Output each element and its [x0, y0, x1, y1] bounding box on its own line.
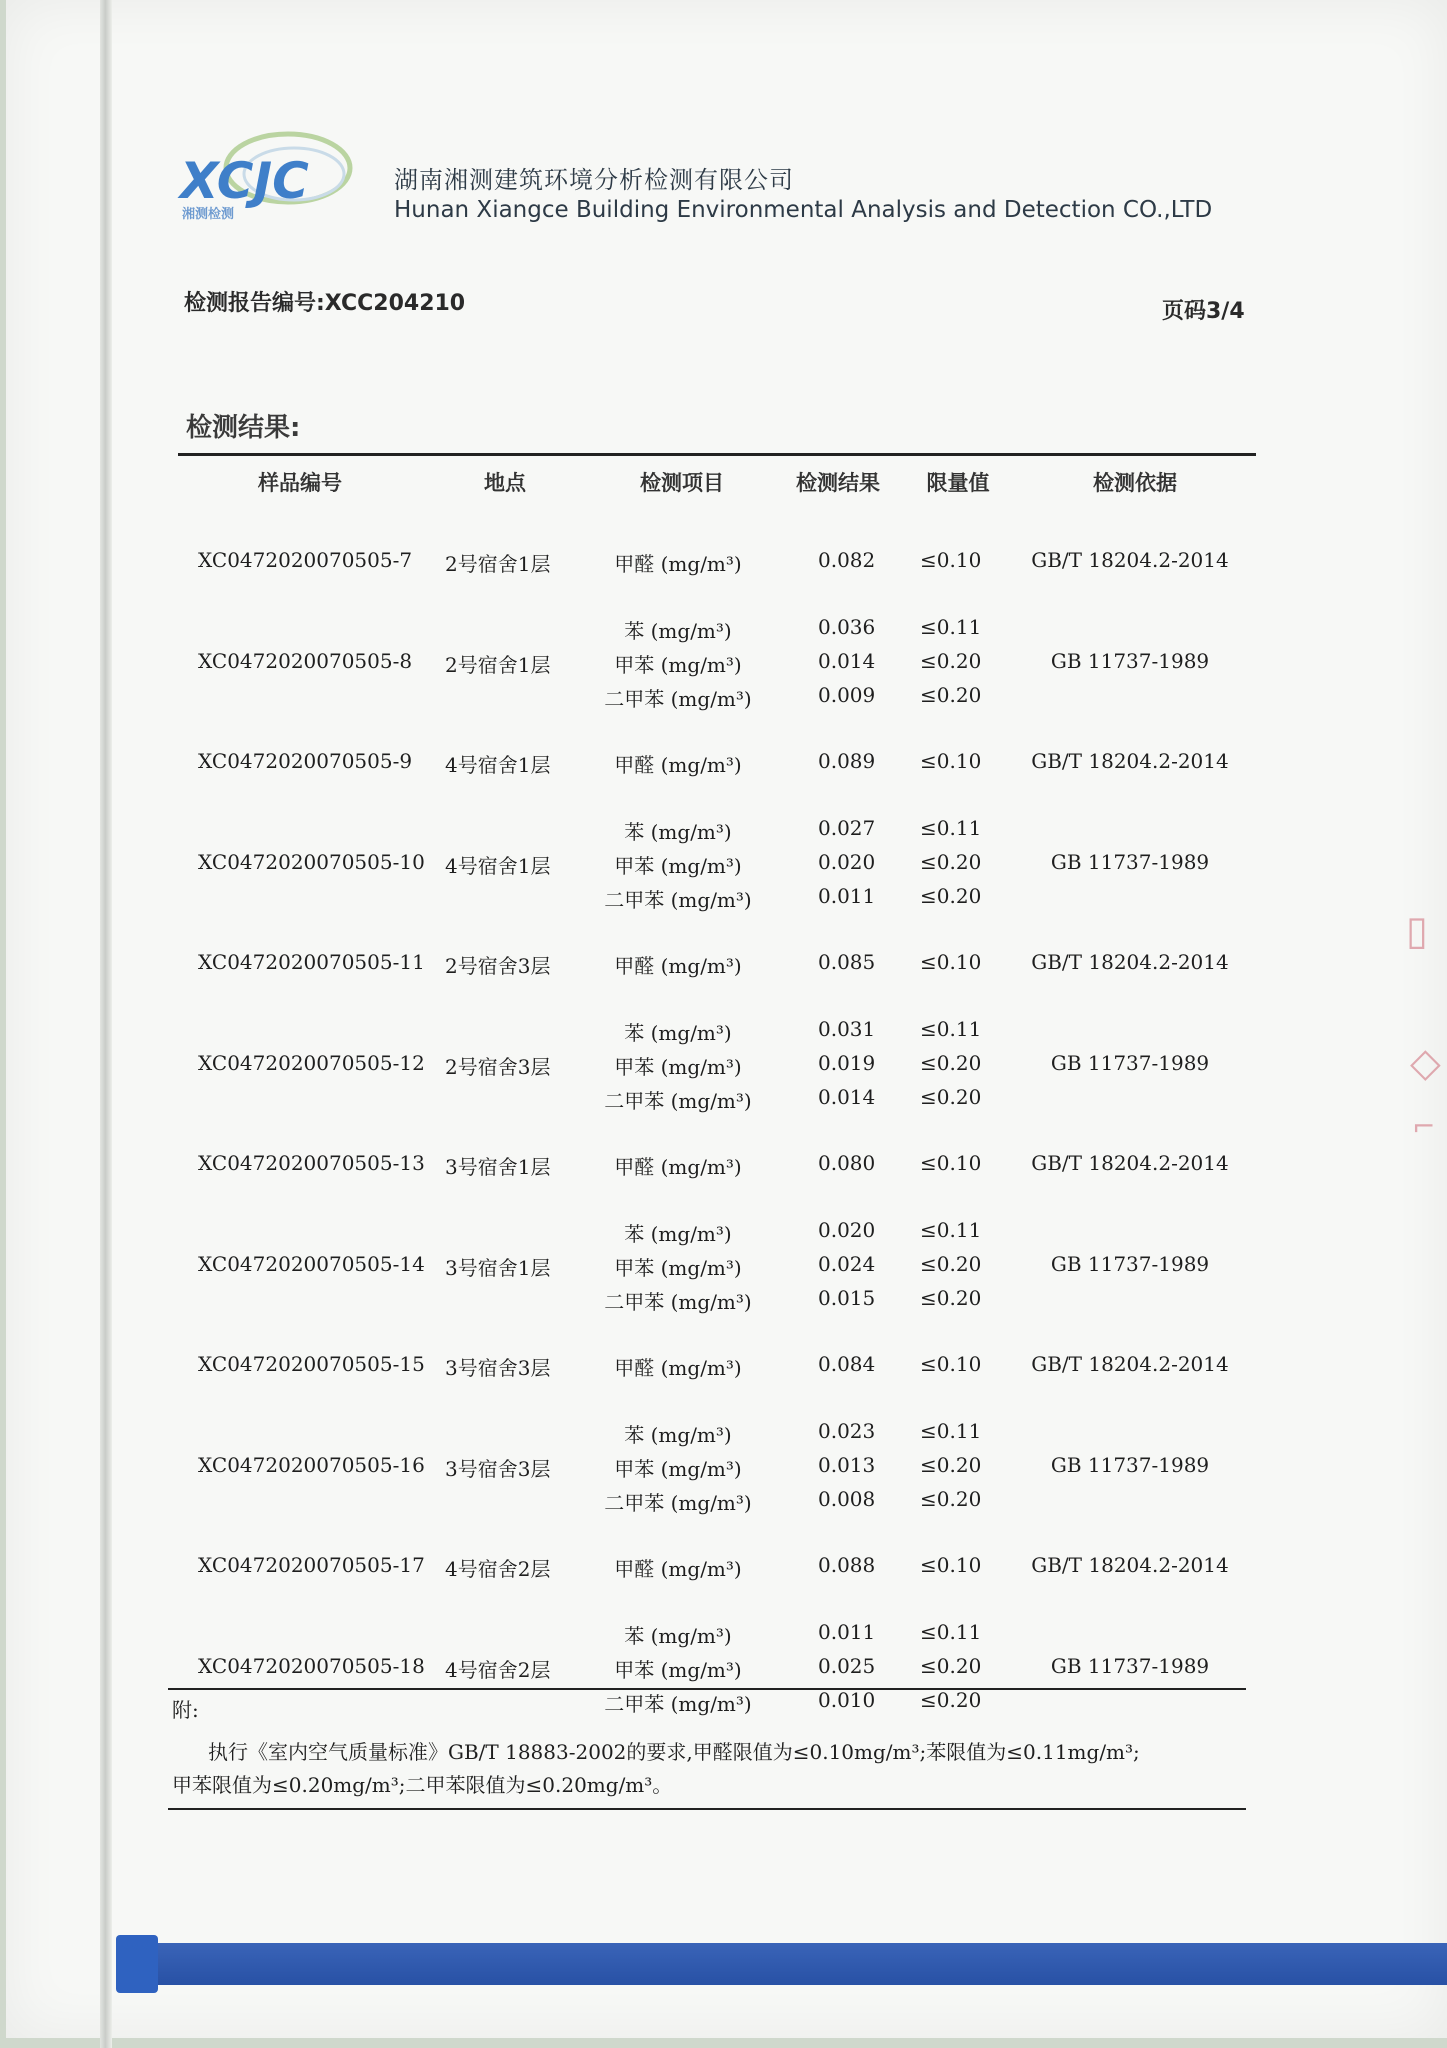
sample-location: 3号宿舍3层: [445, 1356, 551, 1380]
test-item-name: 甲苯 (mg/m³): [614, 652, 742, 677]
stamp-fragment: ◇: [1410, 1040, 1441, 1086]
limit-value: ≤0.20: [920, 1486, 982, 1511]
test-item-name: 二甲苯 (mg/m³): [604, 887, 752, 912]
test-item-line: [560, 950, 990, 984]
limit-value: ≤0.10: [920, 1151, 982, 1175]
test-item-line: [560, 1218, 990, 1252]
note-bottom-rule: [168, 1808, 1246, 1810]
logo-graphic: [176, 128, 362, 232]
limit-value: ≤0.11: [920, 614, 982, 639]
limit-value: ≤0.10: [920, 950, 982, 974]
table-row: [170, 1005, 1255, 1120]
company-name-en: Hunan Xiangce Building Environmental Analysis and Detection CO.,LTD: [394, 197, 1213, 223]
sample-id: XC0472020070505-16: [198, 1452, 425, 1477]
limit-value: ≤0.11: [920, 1217, 982, 1242]
limit-value: ≤0.20: [920, 1084, 982, 1109]
test-result: 0.020: [818, 1217, 876, 1242]
table-row: [170, 804, 1255, 919]
table-body: [170, 517, 1255, 1723]
test-basis: GB 11737-1989: [1050, 1653, 1210, 1678]
page-number: 页码3/4: [1162, 299, 1245, 324]
sample-location: 3号宿舍1层: [445, 1255, 551, 1280]
test-basis: GB 11737-1989: [1050, 1251, 1210, 1276]
test-basis: GB 11737-1989: [1050, 648, 1210, 673]
footer-bar: [130, 1943, 1447, 1985]
company-name-cn: 湖南湘测建筑环境分析检测有限公司: [394, 166, 794, 194]
sample-id: XC0472020070505-14: [198, 1251, 425, 1276]
header-sample-id: 样品编号: [258, 471, 342, 495]
note-text: 执行《室内空气质量标准》GB/T 18883-2002的要求,甲醛限值为≤0.10mg/m³;苯限值为≤0.11mg/m³;甲苯限值为≤0.20mg/m³;二甲苯限值为≤0.20mg/m³。: [172, 1740, 1140, 1797]
results-table: [170, 455, 1255, 1723]
test-item-name: 甲醛 (mg/m³): [614, 552, 742, 576]
test-item-line: [560, 1017, 990, 1051]
limit-value: ≤0.10: [920, 548, 982, 572]
footer-tab: [116, 1935, 158, 1993]
test-result: 0.008: [818, 1486, 876, 1511]
test-result: 0.013: [818, 1452, 876, 1477]
table-row: [170, 1407, 1255, 1522]
test-item-line: [560, 850, 990, 884]
test-result: 0.011: [818, 883, 876, 908]
test-result: 0.036: [818, 614, 876, 639]
table-row: [170, 1608, 1255, 1723]
sample-id: XC0472020070505-11: [198, 950, 425, 974]
limit-value: ≤0.20: [920, 1251, 982, 1276]
test-items: [560, 1620, 990, 1722]
logo-subtext: 湘测检测: [182, 207, 235, 222]
sample-location: 2号宿舍1层: [445, 552, 551, 576]
table-bottom-rule: [168, 1688, 1246, 1690]
test-item-line: [560, 649, 990, 683]
company-logo: [176, 128, 362, 232]
header-basis: 检测依据: [1093, 471, 1177, 495]
test-result: 0.015: [818, 1285, 876, 1310]
test-result: 0.010: [818, 1687, 876, 1712]
sample-location: 3号宿舍3层: [445, 1456, 551, 1481]
test-result: 0.088: [818, 1553, 876, 1577]
test-item-line: [560, 1151, 990, 1185]
test-basis: GB/T 18204.2-2014: [1031, 749, 1229, 773]
table-row: [170, 718, 1255, 804]
sample-id: XC0472020070505-9: [198, 749, 413, 773]
page-binding-edge: [100, 0, 112, 2048]
sample-location: 4号宿舍1层: [445, 853, 551, 878]
test-items: [560, 1017, 990, 1119]
test-item-line: [560, 1051, 990, 1085]
test-item-name: 甲醛 (mg/m³): [614, 753, 742, 777]
test-item-line: [560, 816, 990, 850]
test-item-name: 苯 (mg/m³): [624, 819, 732, 844]
sample-location: 4号宿舍1层: [445, 753, 551, 777]
test-item-name: 二甲苯 (mg/m³): [604, 1088, 752, 1113]
test-items: [560, 816, 990, 918]
test-result: 0.023: [818, 1418, 876, 1443]
limit-value: ≤0.20: [920, 883, 982, 908]
sample-id: XC0472020070505-8: [198, 648, 413, 673]
test-result: 0.085: [818, 950, 876, 974]
section-title: 检测结果:: [186, 413, 301, 443]
test-result: 0.027: [818, 815, 876, 840]
limit-value: ≤0.20: [920, 682, 982, 707]
test-items: [560, 950, 990, 984]
stamp-fragment: ▯: [1406, 908, 1429, 954]
test-item-line: [560, 1252, 990, 1286]
table-row: [170, 919, 1255, 1005]
header-test-item: 检测项目: [640, 471, 724, 495]
test-result: 0.014: [818, 1084, 876, 1109]
test-basis: GB/T 18204.2-2014: [1031, 548, 1229, 572]
sample-id: XC0472020070505-12: [198, 1050, 425, 1075]
table-row: [170, 603, 1255, 718]
logo-text: XCJC: [180, 152, 309, 210]
test-items: [560, 1553, 990, 1587]
test-item-line: [560, 1453, 990, 1487]
limit-value: ≤0.20: [920, 1050, 982, 1075]
limit-value: ≤0.20: [920, 1653, 982, 1678]
test-item-line: [560, 615, 990, 649]
test-item-name: 苯 (mg/m³): [624, 1020, 732, 1045]
sample-id: XC0472020070505-13: [198, 1151, 425, 1175]
stamp-fragment: ⌐: [1412, 1110, 1436, 1143]
test-result: 0.080: [818, 1151, 876, 1175]
limit-value: ≤0.11: [920, 1619, 982, 1644]
test-basis: GB 11737-1989: [1050, 1452, 1210, 1477]
sample-location: 2号宿舍1层: [445, 652, 551, 677]
test-basis: GB/T 18204.2-2014: [1031, 1151, 1229, 1175]
header-location: 地点: [484, 471, 526, 495]
test-items: [560, 1352, 990, 1386]
header-result: 检测结果: [796, 471, 880, 495]
table-row: [170, 1522, 1255, 1608]
test-item-name: 甲苯 (mg/m³): [614, 1054, 742, 1079]
test-item-name: 甲苯 (mg/m³): [614, 853, 742, 878]
header-limit: 限量值: [926, 471, 990, 495]
sample-location: 2号宿舍3层: [445, 1054, 551, 1079]
test-item-line: [560, 548, 990, 582]
table-header: [170, 455, 1255, 517]
test-basis: GB 11737-1989: [1050, 1050, 1210, 1075]
limit-value: ≤0.11: [920, 815, 982, 840]
test-item-name: 二甲苯 (mg/m³): [604, 1490, 752, 1515]
limit-value: ≤0.20: [920, 1285, 982, 1310]
limit-value: ≤0.11: [920, 1016, 982, 1041]
sample-id: XC0472020070505-15: [198, 1352, 425, 1376]
test-items: [560, 615, 990, 717]
table-row: [170, 1321, 1255, 1407]
test-items: [560, 1419, 990, 1521]
test-item-line: [560, 749, 990, 783]
test-result: 0.020: [818, 849, 876, 874]
test-result: 0.014: [818, 648, 876, 673]
test-result: 0.082: [818, 548, 876, 572]
test-item-name: 甲苯 (mg/m³): [614, 1657, 742, 1682]
report-number: 检测报告编号:XCC204210: [184, 291, 466, 316]
test-item-line: [560, 1620, 990, 1654]
test-item-name: 甲醛 (mg/m³): [614, 1155, 742, 1179]
test-result: 0.084: [818, 1352, 876, 1376]
test-item-line: [560, 1085, 990, 1119]
table-row: [170, 1120, 1255, 1206]
test-basis: GB/T 18204.2-2014: [1031, 950, 1229, 974]
test-result: 0.024: [818, 1251, 876, 1276]
limit-value: ≤0.10: [920, 1553, 982, 1577]
sample-id: XC0472020070505-18: [198, 1653, 425, 1678]
test-item-line: [560, 1419, 990, 1453]
test-item-name: 苯 (mg/m³): [624, 1221, 732, 1246]
test-items: [560, 1218, 990, 1320]
test-items: [560, 548, 990, 582]
sample-id: XC0472020070505-10: [198, 849, 425, 874]
sample-location: 4号宿舍2层: [445, 1557, 551, 1581]
test-item-name: 二甲苯 (mg/m³): [604, 686, 752, 711]
test-item-name: 苯 (mg/m³): [624, 1422, 732, 1447]
limit-value: ≤0.20: [920, 849, 982, 874]
test-basis: GB/T 18204.2-2014: [1031, 1553, 1229, 1577]
limit-value: ≤0.11: [920, 1418, 982, 1443]
test-item-line: [560, 1487, 990, 1521]
limit-value: ≤0.10: [920, 749, 982, 773]
test-result: 0.025: [818, 1653, 876, 1678]
test-item-line: [560, 1553, 990, 1587]
test-items: [560, 1151, 990, 1185]
test-item-line: [560, 1286, 990, 1320]
test-item-name: 苯 (mg/m³): [624, 618, 732, 643]
test-item-name: 甲醛 (mg/m³): [614, 1356, 742, 1380]
limit-value: ≤0.10: [920, 1352, 982, 1376]
limit-value: ≤0.20: [920, 648, 982, 673]
test-item-name: 甲醛 (mg/m³): [614, 1557, 742, 1581]
table-row: [170, 517, 1255, 603]
test-item-line: [560, 1352, 990, 1386]
note-label: 附:: [172, 1698, 199, 1722]
table-row: [170, 1206, 1255, 1321]
test-result: 0.089: [818, 749, 876, 773]
test-item-line: [560, 1654, 990, 1688]
sample-location: 2号宿舍3层: [445, 954, 551, 978]
sample-id: XC0472020070505-7: [198, 548, 413, 572]
test-item-line: [560, 884, 990, 918]
test-item-name: 甲醛 (mg/m³): [614, 954, 742, 978]
test-item-name: 二甲苯 (mg/m³): [604, 1289, 752, 1314]
test-result: 0.009: [818, 682, 876, 707]
test-item-name: 甲苯 (mg/m³): [614, 1255, 742, 1280]
test-result: 0.019: [818, 1050, 876, 1075]
sample-location: 4号宿舍2层: [445, 1657, 551, 1682]
test-item-line: [560, 1688, 990, 1722]
limit-value: ≤0.20: [920, 1452, 982, 1477]
sample-id: XC0472020070505-17: [198, 1553, 425, 1577]
test-item-name: 二甲苯 (mg/m³): [604, 1691, 752, 1716]
test-items: [560, 749, 990, 783]
test-item-name: 甲苯 (mg/m³): [614, 1456, 742, 1481]
test-result: 0.031: [818, 1016, 876, 1041]
test-basis: GB/T 18204.2-2014: [1031, 1352, 1229, 1376]
test-basis: GB 11737-1989: [1050, 849, 1210, 874]
test-item-line: [560, 683, 990, 717]
test-item-name: 苯 (mg/m³): [624, 1623, 732, 1648]
sample-location: 3号宿舍1层: [445, 1155, 551, 1179]
limit-value: ≤0.20: [920, 1687, 982, 1712]
test-result: 0.011: [818, 1619, 876, 1644]
